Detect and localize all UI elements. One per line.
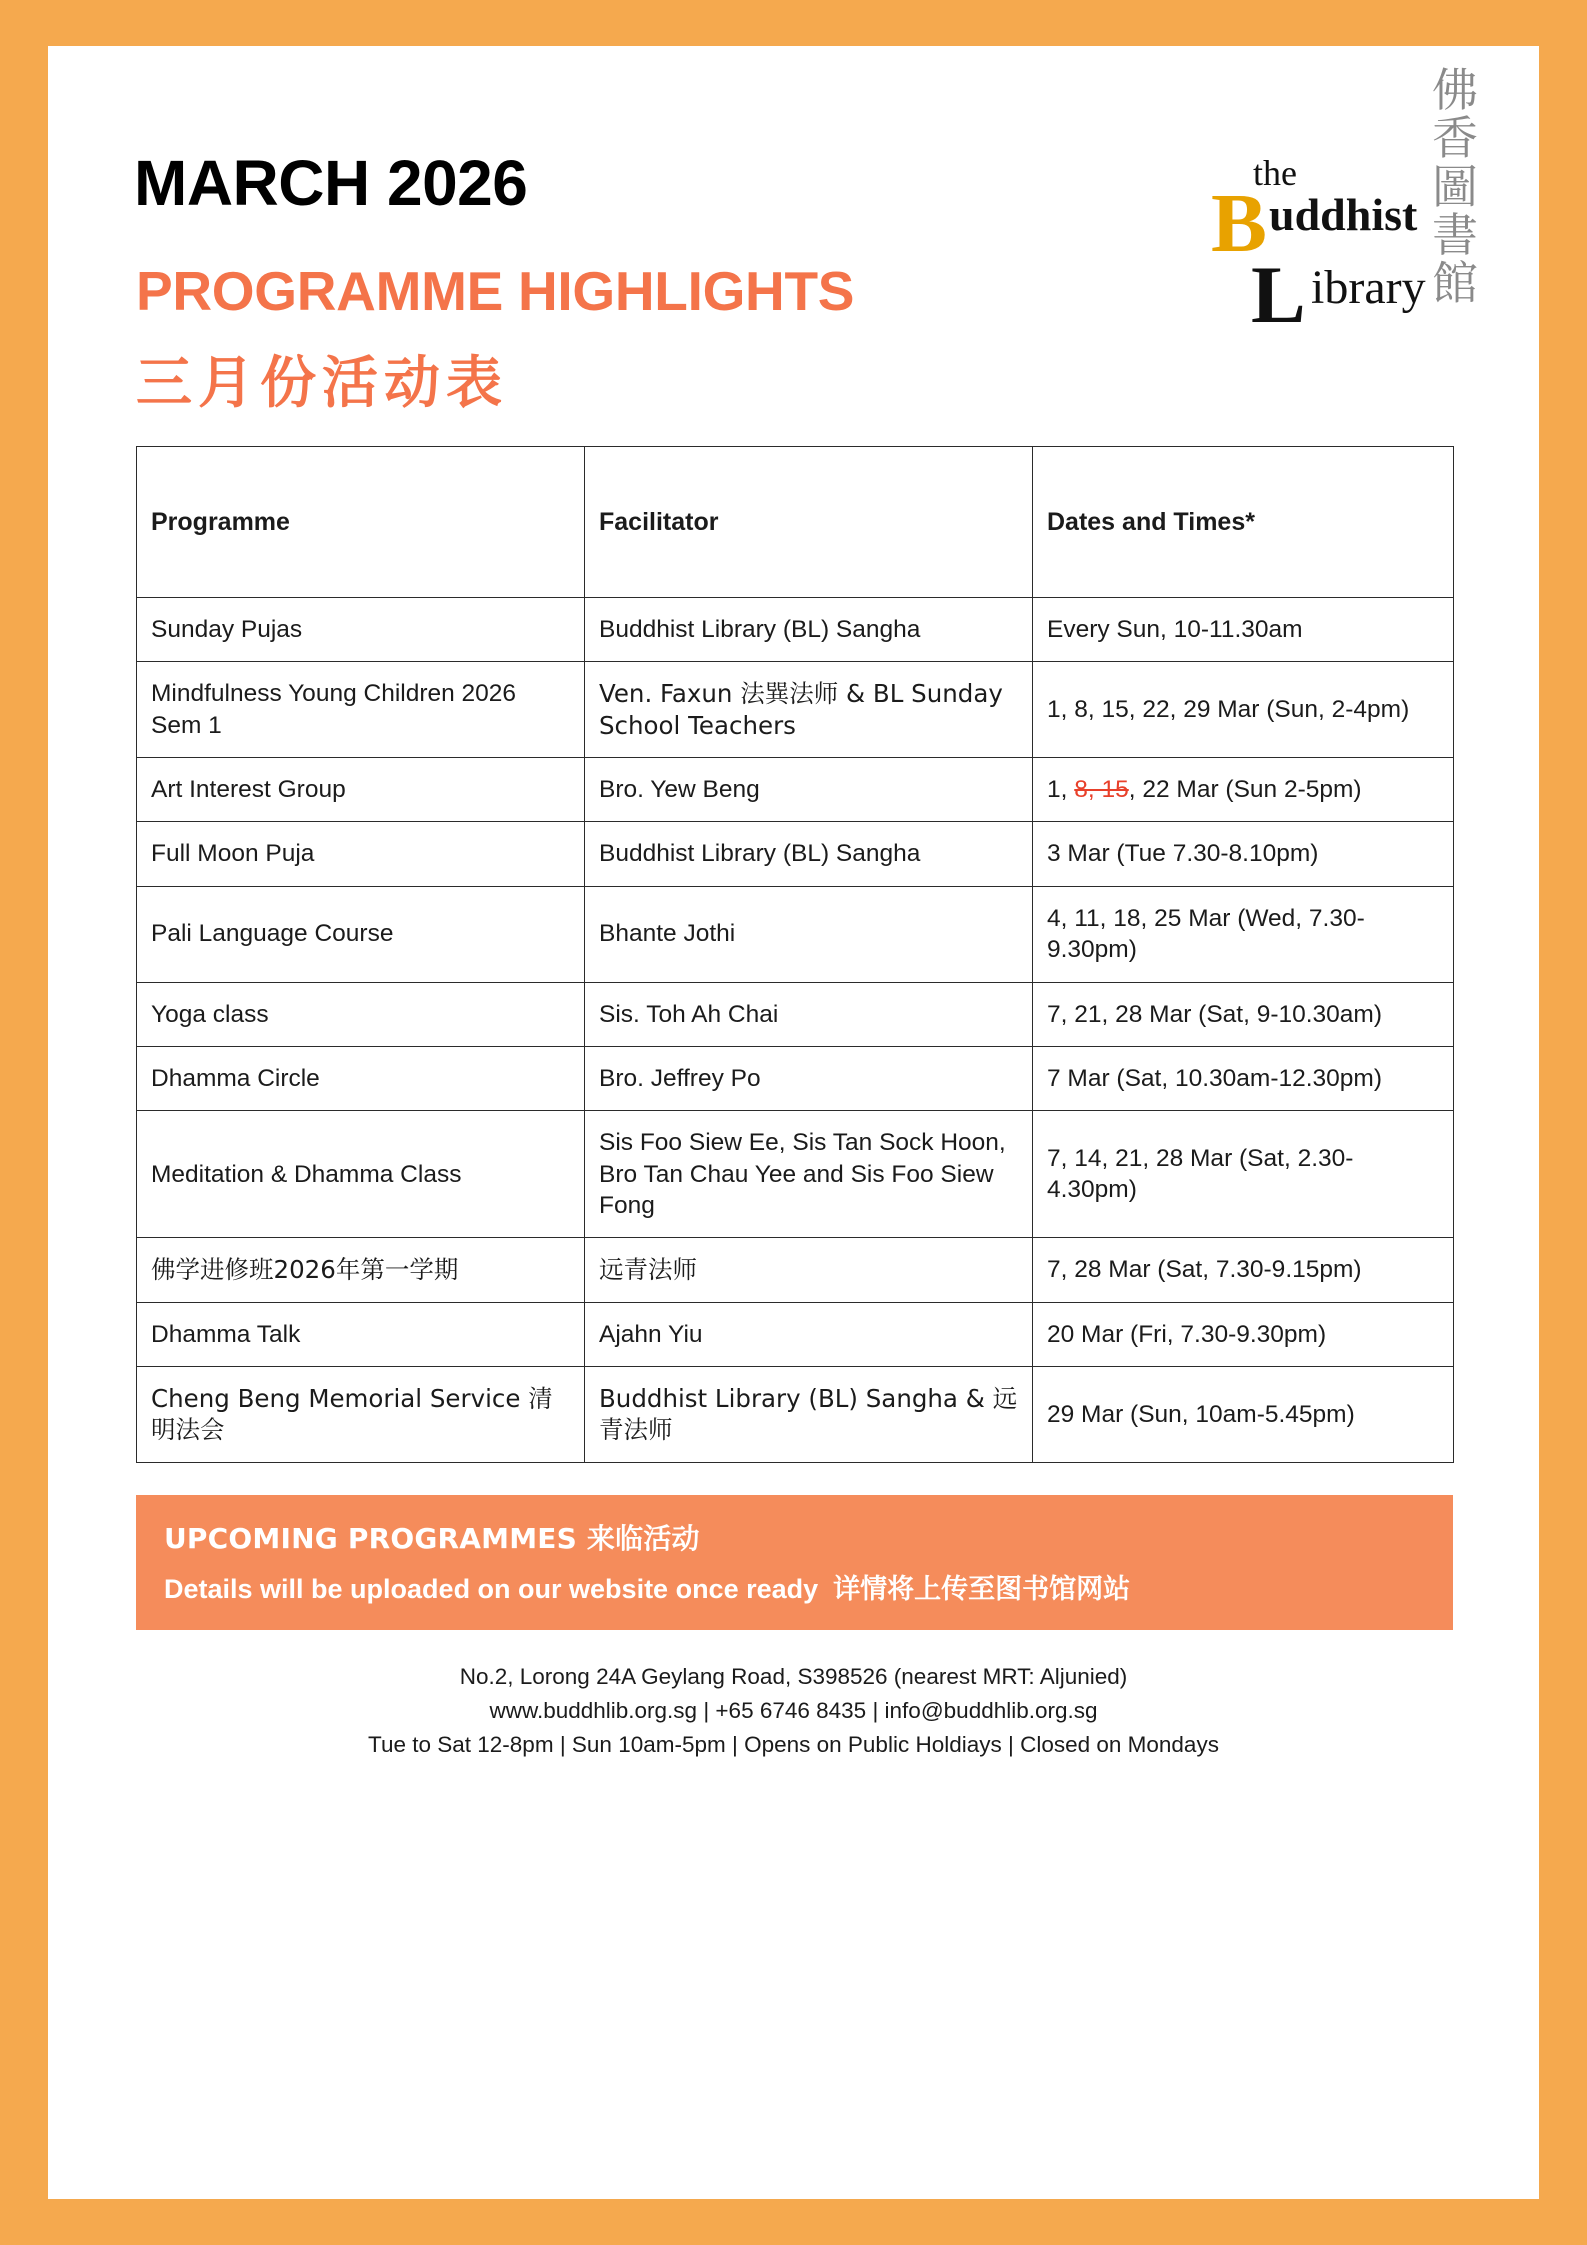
cell-facilitator: Ajahn Yiu	[585, 1302, 1033, 1366]
cell-facilitator: Buddhist Library (BL) Sangha	[585, 822, 1033, 886]
cell-programme: Yoga class	[137, 982, 585, 1046]
logo-text-library: ibrary	[1311, 261, 1426, 314]
cell-dates	[1033, 758, 1454, 822]
cell-facilitator: Buddhist Library (BL) Sangha	[585, 598, 1033, 662]
cell-programme: Art Interest Group	[137, 758, 585, 822]
cell-dates: 3 Mar (Tue 7.30-8.10pm)	[1033, 822, 1454, 886]
programme-table	[136, 446, 1454, 1463]
cell-dates: 7 Mar (Sat, 10.30am-12.30pm)	[1033, 1046, 1454, 1110]
cell-programme: Pali Language Course	[137, 886, 585, 982]
cell-facilitator: Buddhist Library (BL) Sangha & 远青法师	[585, 1367, 1033, 1463]
cell-programme: Mindfulness Young Children 2026 Sem 1	[137, 662, 585, 758]
cell-dates: 7, 28 Mar (Sat, 7.30-9.15pm)	[1033, 1238, 1454, 1302]
cell-facilitator: Sis. Toh Ah Chai	[585, 982, 1033, 1046]
cell-facilitator: Bhante Jothi	[585, 886, 1033, 982]
cell-dates: 7, 14, 21, 28 Mar (Sat, 2.30-4.30pm)	[1033, 1111, 1454, 1238]
table-row	[137, 662, 1454, 758]
upcoming-programmes-banner	[136, 1495, 1453, 1630]
cell-facilitator: 远青法师	[585, 1238, 1033, 1302]
cell-dates: Every Sun, 10-11.30am	[1033, 598, 1454, 662]
logo-letter-b: B	[1211, 177, 1268, 270]
dates-cancelled: 8, 15	[1074, 776, 1129, 804]
table-row	[137, 1238, 1454, 1302]
cell-programme: 佛学进修班2026年第一学期	[137, 1238, 585, 1302]
cell-programme: Full Moon Puja	[137, 822, 585, 886]
table-row	[137, 982, 1454, 1046]
cell-programme: Meditation & Dhamma Class	[137, 1111, 585, 1238]
dates-suffix: , 22 Mar (Sun 2-5pm)	[1128, 776, 1362, 804]
column-header-facilitator: Facilitator	[585, 447, 1033, 598]
subtitle-programme-highlights-chinese: 三月份活动表	[136, 351, 508, 416]
table-header-row	[137, 447, 1454, 598]
cell-dates: 7, 21, 28 Mar (Sat, 9-10.30am)	[1033, 982, 1454, 1046]
upcoming-title: UPCOMING PROGRAMMES 来临活动	[164, 1521, 700, 1555]
cell-dates: 1, 8, 15, 22, 29 Mar (Sun, 2-4pm)	[1033, 662, 1454, 758]
logo-text-chinese: 佛香圖書館	[1432, 63, 1478, 311]
table-row	[137, 1367, 1454, 1463]
column-header-dates-times: Dates and Times*	[1033, 447, 1454, 598]
cell-facilitator: Bro. Yew Beng	[585, 758, 1033, 822]
table-row	[137, 822, 1454, 886]
cell-dates: 4, 11, 18, 25 Mar (Wed, 7.30-9.30pm)	[1033, 886, 1454, 982]
table-row	[137, 886, 1454, 982]
cell-facilitator: Ven. Faxun 法巽法师 & BL Sunday School Teachers	[585, 662, 1033, 758]
cell-programme: Dhamma Circle	[137, 1046, 585, 1110]
cell-programme: Cheng Beng Memorial Service 清明法会	[137, 1367, 585, 1463]
cell-programme: Dhamma Talk	[137, 1302, 585, 1366]
programme-table-container	[136, 446, 1451, 1463]
subtitle-programme-highlights: PROGRAMME HIGHLIGHTS	[136, 260, 855, 322]
cell-facilitator: Sis Foo Siew Ee, Sis Tan Sock Hoon, Bro Tan Chau Yee and Sis Foo Siew Fong	[585, 1111, 1033, 1238]
footer-contact: www.buddhlib.org.sg | +65 6746 8435 | info@buddhlib.org.sg	[489, 1697, 1098, 1723]
cell-dates: 29 Mar (Sun, 10am-5.45pm)	[1033, 1367, 1454, 1463]
logo-text-the: the	[1253, 153, 1297, 193]
dates-prefix: 1,	[1047, 776, 1075, 804]
cell-programme: Sunday Pujas	[137, 598, 585, 662]
footer-address: No.2, Lorong 24A Geylang Road, S398526 (nearest MRT: Aljunied)	[459, 1663, 1128, 1689]
page-title: MARCH 2026	[134, 147, 528, 219]
cell-facilitator: Bro. Jeffrey Po	[585, 1046, 1033, 1110]
table-row	[137, 1046, 1454, 1110]
table-row	[137, 1302, 1454, 1366]
upcoming-details-cn: 详情将上传至图书馆网站	[833, 1573, 1131, 1605]
table-row	[137, 1111, 1454, 1238]
footer	[48, 1660, 1539, 1763]
poster-page	[48, 46, 1539, 2199]
upcoming-details-en: Details will be uploaded on our website once ready	[164, 1573, 819, 1604]
logo-letter-l: L	[1251, 249, 1306, 340]
table-row	[137, 598, 1454, 662]
table-row	[137, 758, 1454, 822]
cell-dates: 20 Mar (Fri, 7.30-9.30pm)	[1033, 1302, 1454, 1366]
poster-header	[48, 46, 1539, 446]
column-header-programme: Programme	[137, 447, 585, 598]
logo-text-buddhist: uddhist	[1269, 189, 1418, 240]
buddhist-library-logo	[1191, 64, 1491, 354]
footer-hours: Tue to Sat 12-8pm | Sun 10am-5pm | Opens on Public Holdiays | Closed on Mondays	[368, 1732, 1219, 1758]
upcoming-details	[164, 1567, 1425, 1606]
